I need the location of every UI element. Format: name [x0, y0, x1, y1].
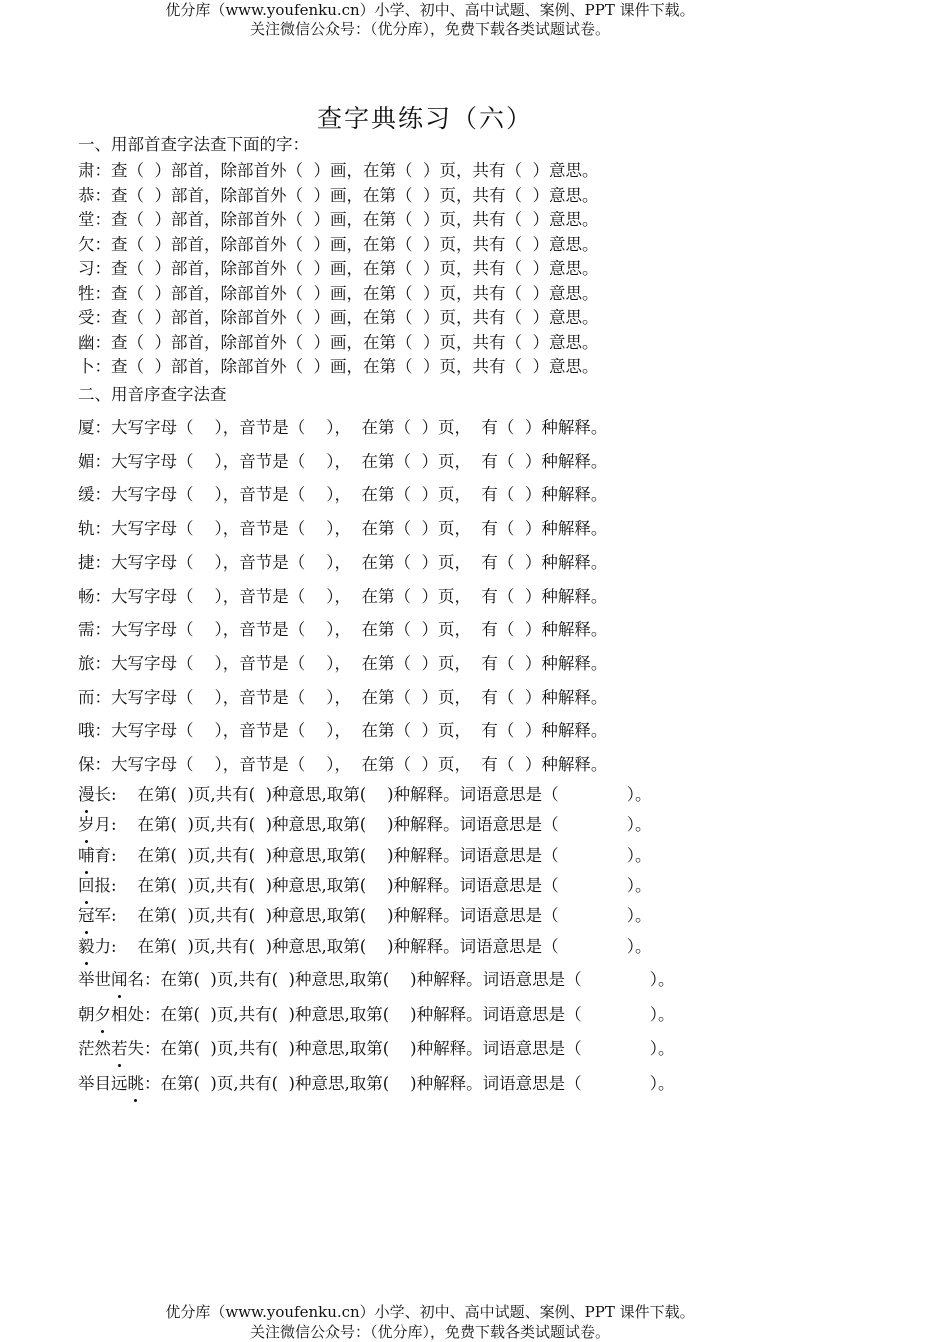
word-char: 举 — [78, 970, 95, 989]
question-text: ：查（ ）部首，除部首外（ ）画，在第（ ）页，共有（ ）意思。 — [94, 210, 599, 229]
question-text: ：查（ ）部首，除部首外（ ）画，在第（ ）页，共有（ ）意思。 — [94, 161, 599, 180]
separator: : — [111, 875, 138, 895]
word-char: 岁 — [78, 815, 95, 835]
question-char: 捷 — [78, 552, 95, 572]
pinyin-question-row — [78, 553, 607, 573]
question-word — [78, 815, 111, 834]
word-char: 相 — [111, 1004, 128, 1024]
pinyin-question-row — [78, 519, 607, 539]
footer-line-2: 关注微信公众号：（优分库），免费下载各类试题试卷。 — [249, 1323, 610, 1341]
question-text: ：大写字母（ ），音节是（ ）， 在第（ ）页， 有（ ）种解释。 — [94, 485, 608, 505]
word-char: 回 — [78, 875, 95, 895]
radical-question-row — [78, 357, 598, 377]
question-text: 在第( )页,共有( )种意思,取第( )种解释。词语意思是（ ）。 — [137, 785, 652, 804]
separator: : — [111, 815, 138, 835]
question-char: 轨 — [78, 519, 95, 539]
radical-question-row — [78, 186, 598, 206]
question-char: 欠 — [78, 234, 95, 254]
question-text: 在第( )页,共有( )种意思,取第( )种解释。词语意思是（ ）。 — [137, 815, 652, 835]
word-question-row — [78, 906, 652, 926]
radical-question-row — [78, 161, 598, 181]
question-char: 肃 — [78, 161, 95, 180]
pinyin-question-row — [78, 587, 607, 607]
separator: ： — [144, 970, 161, 989]
question-char: 媚 — [78, 451, 95, 471]
word-char: 举 — [78, 1074, 95, 1094]
question-word — [78, 785, 111, 804]
question-text: ：大写字母（ ），音节是（ ）， 在第（ ）页， 有（ ）种解释。 — [94, 687, 608, 707]
word-char: 军 — [94, 906, 111, 926]
question-text: 在第( )页,共有( )种意思,取第( )种解释。词语意思是（ ）。 — [160, 970, 675, 989]
section1-heading — [78, 135, 309, 155]
question-char: 堂 — [78, 210, 95, 229]
question-char: 而 — [78, 687, 95, 707]
question-char: 哦 — [78, 721, 95, 741]
word-char: 茫 — [78, 1039, 95, 1059]
word-question-row — [78, 970, 675, 990]
question-word — [78, 1039, 144, 1058]
pinyin-question-row — [78, 452, 607, 472]
question-text: ：大写字母（ ），音节是（ ）， 在第（ ）页， 有（ ）种解释。 — [94, 755, 608, 774]
question-text: ：大写字母（ ），音节是（ ）， 在第（ ）页， 有（ ）种解释。 — [94, 519, 608, 539]
question-char: 受 — [78, 308, 95, 327]
question-char: 习 — [78, 259, 95, 278]
question-text: 在第( )页,共有( )种意思,取第( )种解释。词语意思是（ ）。 — [160, 1004, 675, 1024]
question-text: ：查（ ）部首，除部首外（ ）画，在第（ ）页，共有（ ）意思。 — [94, 283, 599, 303]
radical-question-row — [78, 308, 598, 328]
separator: ： — [144, 1004, 161, 1024]
word-question-row — [78, 846, 652, 866]
question-word — [78, 937, 111, 956]
separator: : — [111, 785, 138, 804]
section2-heading — [78, 385, 227, 405]
separator: ： — [144, 1074, 161, 1094]
question-text: ：大写字母（ ），音节是（ ）， 在第（ ）页， 有（ ）种解释。 — [94, 721, 608, 741]
word-question-row — [78, 876, 652, 896]
header-line-1: 优分库（www.youfenku.cn）小学、初中、高中试题、案例、PPT 课件下载。 — [165, 1, 695, 19]
pinyin-question-row — [78, 418, 607, 438]
radical-question-row — [78, 284, 598, 304]
word-question-row — [78, 1039, 675, 1059]
question-text: 在第( )页,共有( )种意思,取第( )种解释。词语意思是（ ）。 — [160, 1074, 675, 1094]
word-char: 目 — [94, 1074, 111, 1094]
question-word — [78, 970, 144, 989]
word-char: 冠 — [78, 906, 95, 926]
question-text: 在第( )页,共有( )种意思,取第( )种解释。词语意思是（ ）。 — [137, 906, 652, 926]
question-text: 在第( )页,共有( )种意思,取第( )种解释。词语意思是（ ）。 — [160, 1039, 675, 1059]
question-text: ：查（ ）部首，除部首外（ ）画，在第（ ）页，共有（ ）意思。 — [94, 357, 599, 376]
word-question-row — [78, 937, 652, 957]
word-char: 朝 — [78, 1004, 95, 1024]
pinyin-question-row — [78, 755, 607, 775]
pinyin-question-row — [78, 620, 607, 640]
word-char: 长 — [94, 785, 111, 804]
page-title: 查字典练习（六） — [316, 104, 533, 133]
word-question-row — [78, 815, 652, 835]
radical-question-row — [78, 259, 598, 279]
word-char: 眺 — [127, 1074, 144, 1094]
question-char: 幽 — [78, 332, 95, 352]
radical-question-row — [78, 333, 598, 353]
question-text: ：查（ ）部首，除部首外（ ）画，在第（ ）页，共有（ ）意思。 — [94, 234, 599, 254]
question-char: 缓 — [78, 485, 95, 505]
word-question-row — [78, 785, 652, 805]
word-char: 远 — [111, 1074, 128, 1094]
question-text: ：大写字母（ ），音节是（ ）， 在第（ ）页， 有（ ）种解释。 — [94, 418, 608, 437]
separator: ： — [144, 1039, 161, 1059]
question-text: ：大写字母（ ），音节是（ ）， 在第（ ）页， 有（ ）种解释。 — [94, 586, 608, 606]
question-text: ：查（ ）部首，除部首外（ ）画，在第（ ）页，共有（ ）意思。 — [94, 185, 599, 205]
question-text: ：大写字母（ ），音节是（ ）， 在第（ ）页， 有（ ）种解释。 — [94, 451, 608, 471]
question-text: ：查（ ）部首，除部首外（ ）画，在第（ ）页，共有（ ）意思。 — [94, 259, 599, 278]
question-char: 旅 — [78, 653, 95, 673]
question-char: 卜 — [78, 357, 95, 376]
question-text: ：查（ ）部首，除部首外（ ）画，在第（ ）页，共有（ ）意思。 — [94, 308, 599, 327]
radical-question-row — [78, 235, 598, 255]
separator: : — [111, 936, 138, 956]
separator: : — [111, 906, 138, 926]
question-word — [78, 1005, 144, 1024]
word-char: 名 — [127, 970, 144, 989]
word-char: 处 — [127, 1004, 144, 1024]
question-text: 在第( )页,共有( )种意思,取第( )种解释。词语意思是（ ）。 — [137, 845, 652, 865]
word-char: 育 — [94, 845, 111, 865]
word-char: 然 — [94, 1039, 111, 1059]
question-text: 在第( )页,共有( )种意思,取第( )种解释。词语意思是（ ）。 — [137, 936, 652, 956]
question-word — [78, 1074, 144, 1093]
word-char: 力 — [94, 936, 111, 956]
footer-line-1: 优分库（www.youfenku.cn）小学、初中、高中试题、案例、PPT 课件下载。 — [165, 1303, 695, 1321]
header-line-2: 关注微信公众号：（优分库），免费下载各类试题试卷。 — [249, 20, 610, 38]
question-char: 恭 — [78, 185, 95, 205]
question-text: ：大写字母（ ），音节是（ ）， 在第（ ）页， 有（ ）种解释。 — [94, 620, 608, 640]
word-question-row — [78, 1005, 675, 1025]
word-char: 世 — [94, 970, 111, 989]
question-text: ：大写字母（ ），音节是（ ）， 在第（ ）页， 有（ ）种解释。 — [94, 552, 608, 572]
question-char: 畅 — [78, 586, 95, 606]
question-text: ：大写字母（ ），音节是（ ）， 在第（ ）页， 有（ ）种解释。 — [94, 653, 608, 673]
word-char: 漫 — [78, 785, 95, 804]
radical-question-row — [78, 210, 598, 230]
question-text: 在第( )页,共有( )种意思,取第( )种解释。词语意思是（ ）。 — [137, 875, 652, 895]
word-char: 月 — [94, 815, 111, 835]
word-char: 若 — [111, 1039, 128, 1059]
word-char: 报 — [94, 875, 111, 895]
question-word — [78, 906, 111, 925]
question-word — [78, 876, 111, 895]
question-char: 厦 — [78, 418, 95, 437]
section1-heading-text: 一、用部首查字法查下面的字： — [78, 135, 309, 154]
question-word — [78, 846, 111, 865]
word-char: 失 — [127, 1039, 144, 1059]
section2-heading-text: 二、用音序查字法查 — [78, 385, 227, 404]
question-char: 保 — [78, 755, 95, 774]
pinyin-question-row — [78, 485, 607, 505]
word-char: 夕 — [94, 1004, 111, 1024]
separator: : — [111, 845, 138, 865]
question-text: ：查（ ）部首，除部首外（ ）画，在第（ ）页，共有（ ）意思。 — [94, 332, 599, 352]
word-question-row — [78, 1074, 675, 1094]
word-char: 毅 — [78, 936, 95, 956]
question-char: 牲 — [78, 283, 95, 303]
word-char: 闻 — [111, 970, 128, 989]
pinyin-question-row — [78, 688, 607, 708]
word-char: 哺 — [78, 845, 95, 865]
pinyin-question-row — [78, 654, 607, 674]
pinyin-question-row — [78, 721, 607, 741]
question-char: 需 — [78, 620, 95, 640]
